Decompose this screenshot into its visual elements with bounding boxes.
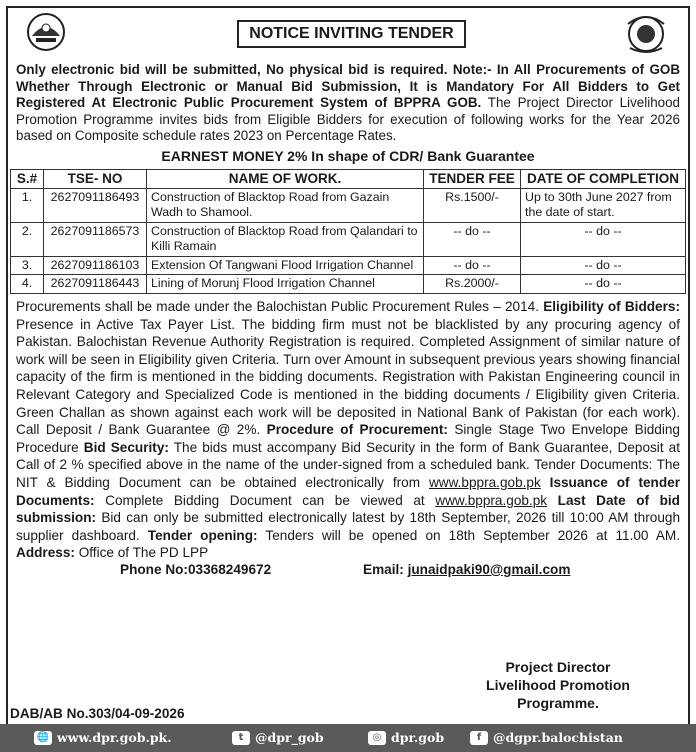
government-seal-icon	[622, 12, 670, 54]
procedure-heading: Procedure of Procurement:	[266, 422, 448, 438]
signature-line: Livelihood Promotion	[486, 677, 630, 693]
row-tse-no: 2627091186573	[44, 222, 147, 256]
page-title: NOTICE INVITING TENDER	[237, 20, 466, 48]
works-table	[10, 169, 686, 294]
row-sn: 3.	[11, 256, 44, 275]
row-work: Construction of Blacktop Road from Qalandari to Killi Ramain	[147, 222, 424, 256]
table-header-row	[11, 169, 686, 188]
balochistan-emblem-icon	[22, 12, 70, 52]
row-fee: -- do --	[424, 256, 521, 275]
bppra-link[interactable]: www.bppra.gob.pk	[435, 492, 548, 508]
instagram-item[interactable]	[368, 730, 444, 745]
header	[8, 8, 688, 52]
terms-text: Complete Bidding Document can be viewed at	[94, 492, 436, 508]
intro-bold: Only electronic bid will be submitted, No physical bid is required. Note:- In All Procurements of GOB Whether Through Electronic or Manual Bid Submission, It is Mandatory For All Bidders to Get Registered At Electronic Public Procurement System of BPPRA GOB.	[16, 62, 680, 111]
header-sn: S.#	[11, 169, 44, 188]
bid-security-heading: Bid Security:	[83, 439, 169, 455]
reference-number: DAB/AB No.303/04-09-2026	[10, 706, 185, 721]
email-line	[363, 562, 570, 577]
row-date: Up to 30th June 2027 from the date of start.	[521, 188, 686, 222]
email-label: Email:	[363, 561, 408, 577]
last-date-heading: Last Date of bid submission:	[16, 492, 680, 526]
website-text: www.dpr.gob.pk.	[57, 730, 172, 745]
terms-text: Presence in Active Tax Payer List. The bidding firm must not be blacklisted by any procuring agency of Pakistan. Balochistan Revenue Authority Registration is required. Completed Assignment of similar nature of work will be seen in Eligibility given Criteria. Turn over Amount in subsequent previous years showing financial capacity of the firm is mentioned in the bidding documents. Registration with Pakistan Engineering council in Relevant Category and Specialized Code is mentioned in the bidding documents / Eligibility given Criteria. Green Challan as shown against each work will be deposited in National Bank of Pakistan (for each work). Call Deposit / Bank Guarantee @ 2%.	[16, 316, 680, 438]
intro-normal: The Project Director Livelihood Promotion Programme invites bids from Eligible Bidders for execution of following works for the Year 2026 based on Composite schedule rates 2023 on Percentage Rates.	[16, 95, 680, 144]
terms-text: Tenders will be opened on 18th September 2026 at 11.00 AM.	[257, 527, 680, 543]
twitter-text: @dpr_gob	[255, 730, 324, 745]
header-date-of-completion: DATE OF COMPLETION	[521, 169, 686, 188]
instagram-text: dpr.gob	[391, 730, 445, 745]
header-tender-fee: TENDER FEE	[424, 169, 521, 188]
eligibility-heading: Eligibility of Bidders:	[543, 298, 680, 314]
row-work: Lining of Morunj Flood Irrigation Channel	[147, 275, 424, 294]
terms-paragraph	[8, 298, 688, 562]
row-fee: -- do --	[424, 222, 521, 256]
row-date: -- do --	[521, 222, 686, 256]
row-date: -- do --	[521, 256, 686, 275]
facebook-icon: f	[470, 731, 488, 745]
row-sn: 2.	[11, 222, 44, 256]
terms-text: Office of The PD LPP	[74, 545, 209, 561]
row-work: Construction of Blacktop Road from Gazain Wadh to Shamool.	[147, 188, 424, 222]
globe-icon: 🌐	[34, 731, 52, 745]
table-row	[11, 256, 686, 275]
row-work: Extension Of Tangwani Flood Irrigation Channel	[147, 256, 424, 275]
terms-text: The bids must accompany Bid Security in the form of Bank Guarantee, Deposit at Call of 2 % specified above in the name of the under-signed from a scheduled bank. Tender Documents: The NIT & Bidding Document can be obtained electronically from	[16, 439, 680, 490]
terms-text: Single Stage Two Envelope Bidding Procedure	[16, 422, 680, 455]
phone-number: Phone No:03368249672	[120, 561, 272, 577]
facebook-text: @dgpr.balochistan	[493, 730, 623, 745]
twitter-item[interactable]	[232, 730, 324, 745]
signature-line: Project Director	[505, 659, 611, 675]
contact-line	[8, 562, 688, 582]
row-sn: 4.	[11, 275, 44, 294]
row-fee: Rs.2000/-	[424, 275, 521, 294]
terms-text: Bid can only be submitted electronically latest by 18th September, 2026 till 10:00 AM through supplier dashboard.	[16, 510, 680, 543]
terms-text: Procurements shall be made under the Balochistan Public Procurement Rules – 2014.	[16, 298, 544, 314]
bppra-link[interactable]: www.bppra.gob.pk	[428, 474, 541, 490]
row-tse-no: 2627091186493	[44, 188, 147, 222]
header-tse-no: TSE- NO	[44, 169, 147, 188]
email-link[interactable]: junaidpaki90@gmail.com	[407, 561, 571, 577]
issuance-heading: Issuance of tender Documents:	[16, 474, 680, 508]
table-row	[11, 188, 686, 222]
tender-opening-heading: Tender opening:	[147, 527, 258, 543]
website-item[interactable]	[34, 730, 172, 745]
header-name-of-work: NAME OF WORK.	[147, 169, 424, 188]
row-sn: 1.	[11, 188, 44, 222]
row-tse-no: 2627091186103	[44, 256, 147, 275]
earnest-money-heading: EARNEST MONEY 2% In shape of CDR/ Bank Guarantee	[161, 147, 535, 164]
instagram-icon: ◎	[368, 731, 386, 745]
intro-paragraph	[8, 62, 688, 145]
signature-line: Programme.	[517, 695, 599, 711]
footer-bar	[0, 724, 696, 752]
row-tse-no: 2627091186443	[44, 275, 147, 294]
notice-page	[6, 6, 690, 746]
row-date: -- do --	[521, 275, 686, 294]
table-row	[11, 222, 686, 256]
twitter-icon: t	[232, 731, 250, 745]
signature-block	[478, 658, 638, 712]
table-row	[11, 275, 686, 294]
address-heading: Address:	[16, 545, 75, 561]
row-fee: Rs.1500/-	[424, 188, 521, 222]
facebook-item[interactable]	[470, 730, 623, 745]
